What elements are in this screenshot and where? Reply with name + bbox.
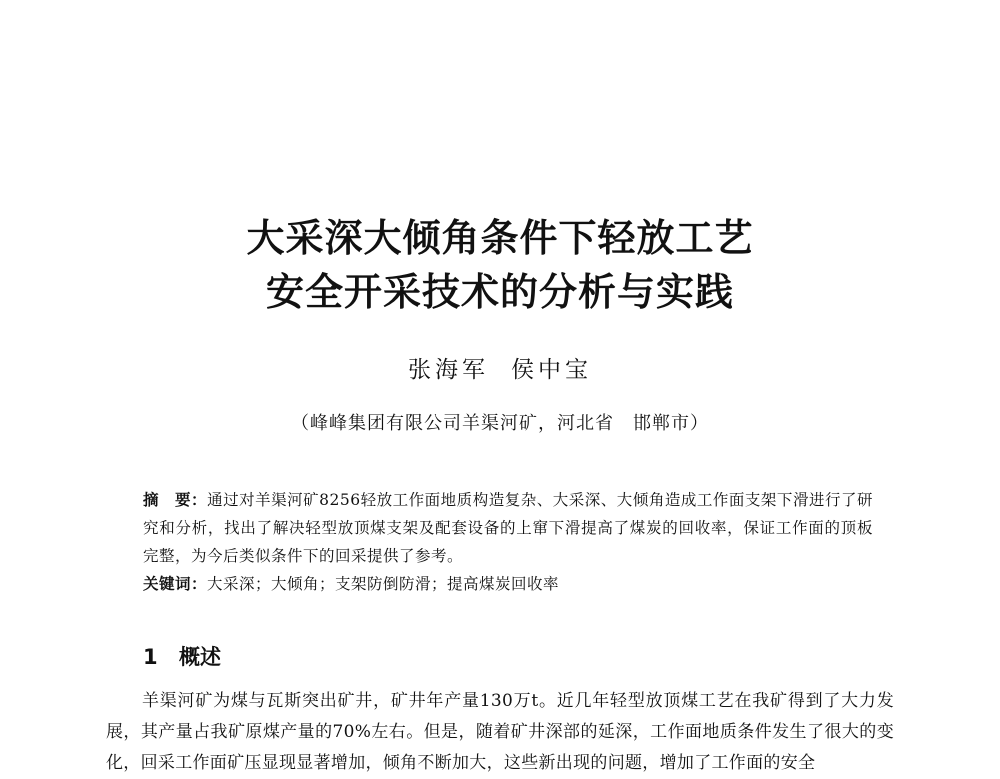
affiliation: （峰峰集团有限公司羊渠河矿，河北省 邯郸市） <box>291 413 709 434</box>
section-number: 1 <box>143 645 158 669</box>
paper-title-line-2: 安全开采技术的分析与实践 <box>265 270 734 314</box>
section-heading <box>143 642 221 672</box>
keywords <box>143 570 873 598</box>
body-paragraph: 羊渠河矿为煤与瓦斯突出矿井，矿井年产量130万t。近几年轻型放顶煤工艺在我矿得到了大力发展，其产量占我矿原煤产量的70%左右。但是，随着矿井深部的延深，工作面地质条件发生了很大的变化，回采工作面矿压显现显著增加，倾角不断加大，这些新出现的问题，增加了工作面的安全 <box>106 691 894 773</box>
author-list <box>0 354 1000 386</box>
author-name: 张海军 <box>408 357 489 383</box>
abstract-label: 摘 要： <box>143 491 208 509</box>
paper-title-line-1: 大采深大倾角条件下轻放工艺 <box>246 216 754 260</box>
abstract <box>143 486 873 570</box>
author-name: 侯中宝 <box>511 357 592 383</box>
section-title: 概述 <box>179 645 221 669</box>
abstract-text: 通过对羊渠河矿8256轻放工作面地质构造复杂、大采深、大倾角造成工作面支架下滑进行了研究和分析，找出了解决轻型放顶煤支架及配套设备的上窜下滑提高了煤炭的回收率，保证工作面的顶板完整，为今后类似条件下的回采提供了参考。 <box>143 491 873 565</box>
keywords-label: 关键词： <box>143 575 208 593</box>
keywords-text: 大采深；大倾角；支架防倒防滑；提高煤炭回收率 <box>207 575 560 593</box>
